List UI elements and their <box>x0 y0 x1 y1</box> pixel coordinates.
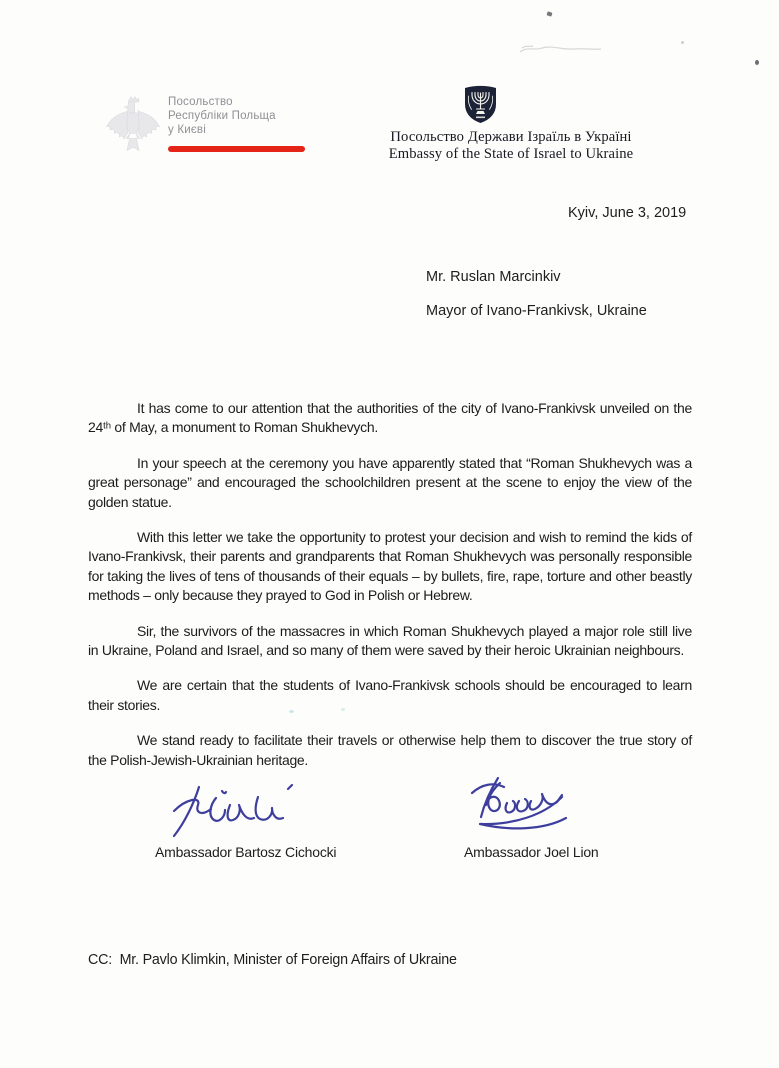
cc-line: CC: Mr. Pavlo Klimkin, Minister of Foreign Affairs of Ukraine <box>88 952 457 968</box>
scan-artifact <box>547 11 553 16</box>
israeli-embassy-name-english: Embassy of the State of Israel to Ukraine <box>388 145 634 162</box>
polish-embassy-name-line3: у Києві <box>168 124 207 136</box>
paragraph: With this letter we take the opportunity to protest your decision and wish to remind the kids of Ivano-Frankivsk, their parents and grandparents that Roman Shukhevych was personally responsible for taking the lives of tens of thousands of their equals – by bullets, fire, rape, torture and other beastly methods – only because they prayed to God in Polish or Hebrew. <box>88 529 692 604</box>
paragraph: It has come to our attention that the authorities of the city of Ivano-Frankivsk unveiled on the 24ᵗʰ of May, a monument to Roman Shukhevych. <box>88 400 692 436</box>
scan-artifact <box>755 60 759 65</box>
signature-name-cichocki: Ambassador Bartosz Cichocki <box>155 844 337 860</box>
signature-name-lion: Ambassador Joel Lion <box>464 844 599 860</box>
polish-embassy-name-line1: Посольство <box>168 96 233 108</box>
recipient-name: Mr. Ruslan Marcinkiv <box>426 269 561 285</box>
paragraph: In your speech at the ceremony you have apparently stated that “Roman Shukhevych was a great personage” and encouraged the schoolchildren present at the scene to enjoy the view of the golden statue. <box>88 454 692 510</box>
polish-embassy-name <box>168 95 276 137</box>
red-accent-bar <box>168 146 305 152</box>
lion-signature-icon <box>462 773 574 845</box>
israeli-embassy-name-ukrainian: Посольство Держави Ізраїль в Україні <box>390 129 632 145</box>
israel-emblem-icon <box>462 83 499 124</box>
polish-eagle-icon <box>104 92 162 168</box>
scan-artifact <box>518 42 603 56</box>
polish-embassy-name-line2: Республіки Польща <box>168 110 276 122</box>
letter-body <box>88 399 692 786</box>
paragraph: We stand ready to facilitate their travels or otherwise help them to discover the true story of the Polish-Jewish-Ukrainian heritage. <box>88 732 692 768</box>
recipient-title: Mayor of Ivano-Frankivsk, Ukraine <box>426 303 647 319</box>
israeli-embassy-name <box>371 129 651 162</box>
paragraph: Sir, the survivors of the massacres in which Roman Shukhevych played a major role still live in Ukraine, Poland and Israel, and so many of them were saved by their heroic Ukrainian neighbours. <box>88 622 692 659</box>
dateline: Kyiv, June 3, 2019 <box>568 205 687 221</box>
scan-artifact <box>681 41 684 44</box>
cichocki-signature-icon <box>168 779 300 843</box>
paragraph: We are certain that the students of Ivano-Frankivsk schools should be encouraged to learn their stories. <box>88 677 692 713</box>
